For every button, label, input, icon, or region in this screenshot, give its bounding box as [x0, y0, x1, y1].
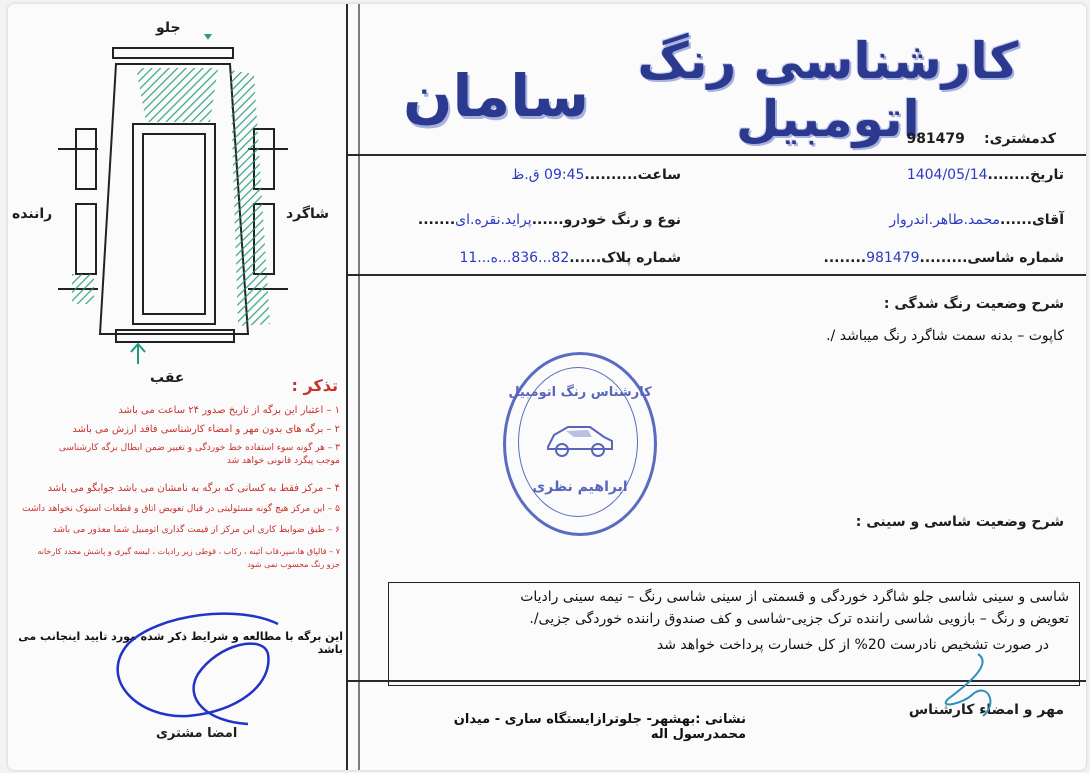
expert-stamp	[503, 352, 657, 536]
reminders-title: تذکر :	[291, 376, 338, 395]
expert-report-form	[8, 4, 1086, 770]
front-arrow-icon	[201, 34, 215, 38]
stamp-top-text: کارشناس رنگ اتومبیل	[508, 385, 652, 400]
plate-label: شماره پلاک	[601, 250, 681, 266]
expert-signature	[918, 644, 1008, 724]
rear-arrow-icon	[131, 344, 145, 364]
vehicle-value: پراید.نقره.ای	[455, 212, 532, 228]
customer-signature	[98, 604, 308, 734]
reminder-item: جزو رنگ محسوب نمی شود	[247, 560, 340, 569]
date-field: تاریخ........1404/05/14	[906, 167, 1064, 183]
chassis-line-3: در صورت تشخیص نادرست 20% از کل خسارت پرداخت خواهد شد	[656, 637, 1049, 653]
stamp-bottom-text: ابراهیم نظری	[532, 479, 628, 495]
vertical-divider	[346, 4, 348, 770]
owner-label: آقای	[1031, 212, 1064, 228]
reminder-item: ۴ – مرکز فقط به کسانی که برگه به نامشان می باشد جوابگو می باشد	[47, 483, 340, 494]
plate-field: شماره پلاک......82...836...ه...11	[459, 250, 681, 266]
expert-signature-label: مهر و امضاء کارشناس	[908, 702, 1064, 718]
page-title: کارشناسی رنگ اتومبیل	[637, 32, 1019, 148]
customer-code-value: 981479	[906, 131, 965, 147]
chassis-line-1: شاسی و سینی شاسی جلو شاگرد خوردگی و قسمتی از سینی شاسی رنگ – نیمه سینی رادیات	[520, 589, 1069, 605]
date-value: 1404/05/14	[906, 167, 988, 183]
chassis-section-heading: شرح وضعیت شاسی و سینی :	[855, 514, 1064, 530]
agreement-text: این برگه با مطالعه و شرایط ذکر شده مورد تایید اینجانب می باشد	[18, 630, 343, 656]
reminder-item: ۵ – این مرکز هیچ گونه مسئولیتی در قبال تعویض اتاق و قطعات استوک نخواهد داشت	[22, 504, 340, 514]
car-body-diagram	[58, 34, 288, 364]
owner-field: آقای......محمد.طاهر.اندروار	[889, 212, 1064, 228]
chassis-value: 981479	[866, 250, 920, 266]
car-icon	[544, 417, 616, 461]
brand-name: سامان	[403, 62, 590, 130]
reminder-item: ۶ – طبق ضوابط کاری این مرکز از قیمت گذاری اتومبیل شما معذور می باشد	[52, 525, 340, 535]
reminder-item: موجب پیگرد قانونی خواهد شد	[226, 456, 340, 466]
address: نشانی :بهشهر- جلوترازایستگاه ساری - میدان محمدرسول اله	[453, 712, 746, 742]
plate-value: 82...836...ه...11	[459, 250, 570, 266]
divider-info	[348, 274, 1086, 276]
chassis-line-2: تعویض و رنگ – بازویی شاسی راننده ترک جزیی-شاسی و کف صندوق راننده خوردگی جزیی/.	[529, 611, 1069, 627]
reminder-item: ۲ – برگه های بدون مهر و امضاء کارشناسی فاقد ارزش می باشد	[72, 424, 340, 435]
time-field: ساعت..........09:45 ق.ظ	[511, 167, 681, 183]
reminder-item: ۱ – اعتبار این برگه از تاریخ صدور ۲۴ ساعت می باشد	[118, 405, 340, 416]
time-label: ساعت	[637, 167, 681, 183]
customer-signature-label: امضا مشتری	[156, 726, 238, 741]
date-label: تاریخ	[1030, 167, 1064, 183]
vehicle-field: نوع و رنگ خودرو......پراید.نقره.ای.......	[417, 212, 681, 228]
painted-areas	[72, 68, 270, 326]
owner-value: محمد.طاهر.اندروار	[889, 212, 1001, 228]
driver-label: راننده	[12, 206, 53, 222]
passenger-label: شاگرد	[286, 206, 330, 222]
time-value: 09:45 ق.ظ	[511, 167, 585, 183]
vehicle-label: نوع و رنگ خودرو	[563, 212, 681, 228]
customer-code	[756, 128, 1056, 147]
reminder-item: ۷ – قالپاق ها،سپر،قاب آئینه ، رکاب ، قوطی زیر رادیات ، لیسه گیری و پاشش مجدد کارخانه	[37, 547, 340, 556]
front-label: جلو	[156, 20, 181, 36]
body-section-text: کاپوت – بدنه سمت شاگرد رنگ میباشد /.	[826, 328, 1064, 344]
left-divider	[358, 4, 360, 770]
reminder-item: ۳ – هر گونه سوء استفاده خط خوردگی و تغییر ضمن ابطال برگه کارشناسی	[58, 443, 340, 453]
chassis-field: شماره شاسی.........981479........	[823, 250, 1064, 266]
rear-label: عقب	[150, 370, 185, 386]
chassis-label: شماره شاسی	[967, 250, 1064, 266]
divider-header	[348, 154, 1086, 156]
reminders-list	[18, 404, 340, 571]
customer-code-label: کدمشتری:	[984, 131, 1056, 147]
body-section-heading: شرح وضعیت رنگ شدگی :	[883, 296, 1064, 312]
